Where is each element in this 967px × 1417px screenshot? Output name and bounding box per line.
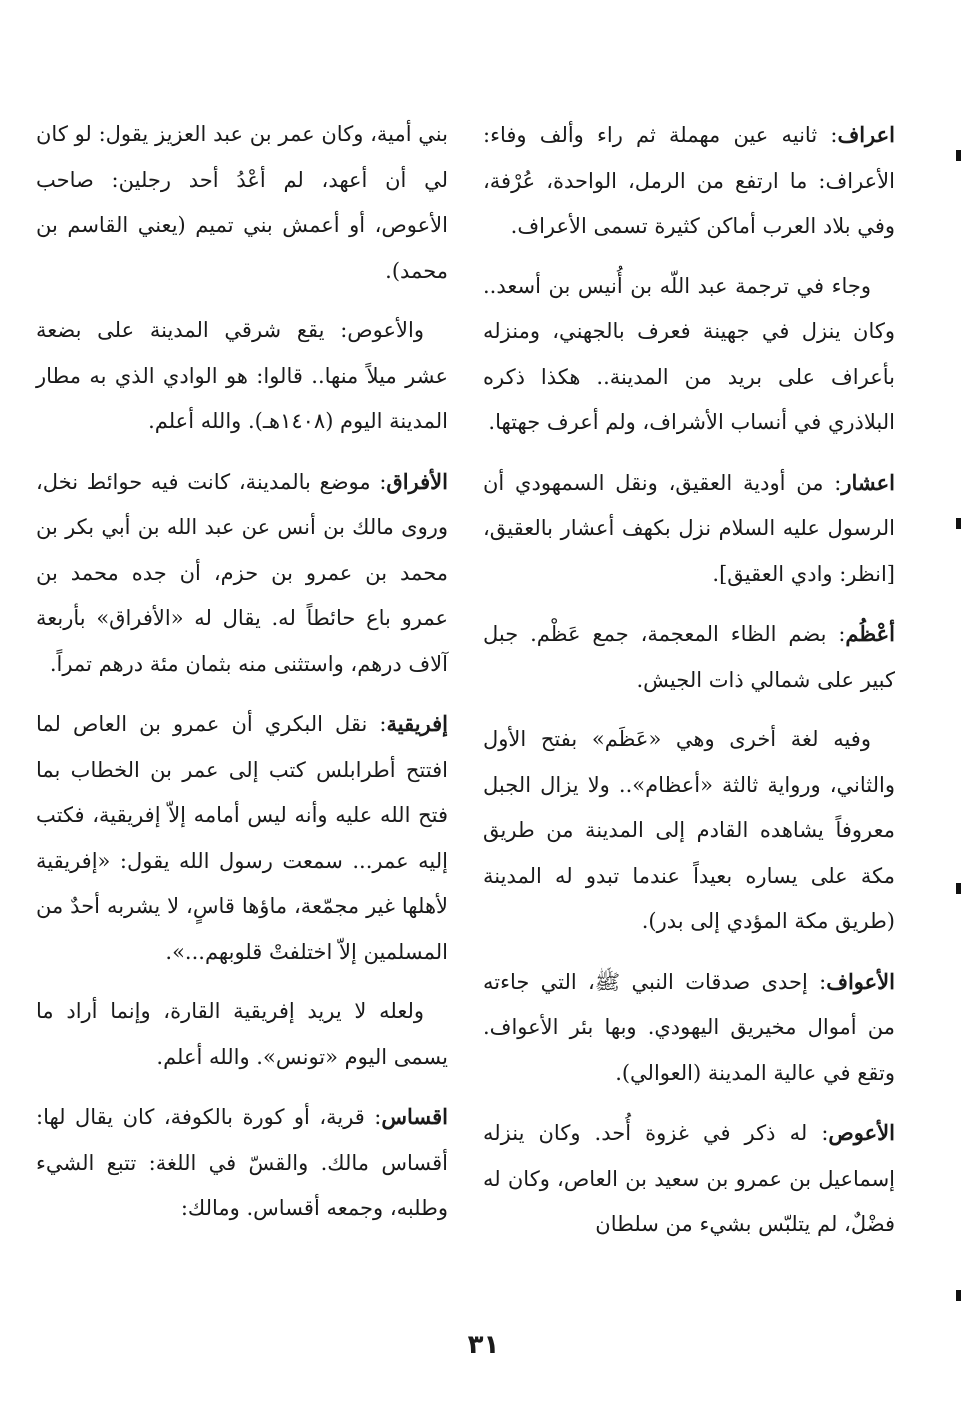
entry-text: وجاء في ترجمة عبد اللّه بن أُنيس بن أسعد.. وكان ينزل في جهينة فعرف بالجهني، ومنزله بأعراف على بريد من المدينة.. هكذا ذكره البلاذري في أنساب الأشراف، ولم أعرف جهتها. [483,273,895,434]
edge-mark [956,883,961,894]
entry-paragraph [36,1094,448,1232]
page-number: ٣١ [467,1330,500,1360]
edge-mark [956,150,961,161]
entry-paragraph [36,459,448,688]
entry-headword: الأعواف [826,968,895,994]
entry-text: : بضم الظاء المعجمة، جمع عَظْم. جبل كبير على شمالي ذات الجيش. [483,622,895,692]
entry-headword: اعشار [841,469,895,495]
entry-headword: اعراف [837,122,895,147]
entry-paragraph [483,264,895,446]
entry-paragraph [36,308,448,445]
entry-paragraph [36,989,448,1080]
entry-headword: الأفراق [386,468,448,494]
entry-paragraph [36,701,448,975]
entry-text: : إحدى صدقات النبي ﷺ، التي جاءته من أموال مخيريق اليهودي. وبها بئر الأعواف. وتقع في عالية المدينة (العوالي). [483,969,895,1085]
entry-text: ولعله لا يريد إفريقية القارة، وإنما أراد ما يسمى اليوم «تونس». والله أعلم. [36,999,448,1069]
entry-headword: أعْظُم [845,621,895,646]
entry-paragraph [483,112,895,250]
right-column [483,112,895,1262]
edge-mark [956,518,961,529]
entry-headword: إفريقية [386,711,448,736]
entry-text: : قرية، أو كورة بالكوفة، كان يقال لها: أقساس مالك. والقسّ في اللغة: تتبع الشيء وطلبه، وجمعه أقساس. ومالك: [36,1105,448,1220]
edge-mark [956,1290,961,1301]
entry-text: وفيه لغة أخرى وهي «عَظَم» بفتح الأول والثاني، ورواية ثالثة «أعظام».. ولا يزال الجبل معروفاً يشاهده القادم إلى المدينة من طريق مكة على يساره بعيداً عندما تبدو له المدينة (طريق مكة المؤدي إلى بدر). [483,727,895,933]
entry-text: : موضع بالمدينة، كانت فيه حوائط نخل، وروى مالك بن أنس عن عبد الله بن أبي بكر بن محمد بن عمرو بن حزم، أن جده محمد بن عمرو باع حائطاً له. يقال له «الأفراق» بأربعة آلاف درهم، واستثنى منه بثمان مئة درهم تمراً. [36,469,448,676]
entry-text: بني أمية، وكان عمر بن عبد العزيز يقول: لو كان لي أن أعهد، لم أعْدُ أحد رجلين: صاحب الأعوص، أو أعمش بني تميم (يعني القاسم بن محمد). [36,122,448,283]
entry-headword: اقساس [381,1104,448,1129]
entry-text: والأعوص: يقع شرقي المدينة على بضعة عشر ميلاً منها.. قالوا: هو الوادي الذي به مطار المدينة اليوم (١٤٠٨هـ). والله أعلم. [36,318,448,433]
left-column [36,112,448,1246]
entry-text: : من أودية العقيق، ونقل السمهودي أن الرسول عليه السلام نزل بكهف أعشار بالعقيق، [انظر: وادي العقيق]. [483,470,895,586]
entry-paragraph [483,1110,895,1248]
entry-paragraph [483,717,895,945]
entry-paragraph [483,611,895,703]
entry-text: : نقل البكري أن عمرو بن العاص لما افتتح أطرابلس كتب إلى عمر بن الخطاب بما فتح الله عليه وأنه ليس أمامه إلاّ إفريقية، فكتب إليه عمر... سمعت رسول الله يقول: «إفريقية لأهلها غير مجمّعة، ماؤها قاسٍ، لا يشربه أحدٌ من المسلمين إلاّ اختلفتْ قلوبهم...». [36,712,448,964]
entry-headword: الأعوص [828,1120,895,1145]
entry-paragraph [483,460,895,598]
entry-paragraph [36,112,448,294]
entry-paragraph [483,959,895,1097]
entry-text: : ثانيه عين مهملة ثم راء وألف وفاء: الأعراف: ما ارتفع من الرمل، الواحدة، عُرْفة، وفي بلاد العرب أماكن كثيرة تسمى الأعراف. [483,123,895,238]
entry-text: : له ذكر في غزوة أُحد. وكان ينزله إسماعيل بن عمرو بن سعيد بن العاص، وكان له فضْلٌ، لم يتلبّس بشيء من سلطان [483,1121,895,1236]
